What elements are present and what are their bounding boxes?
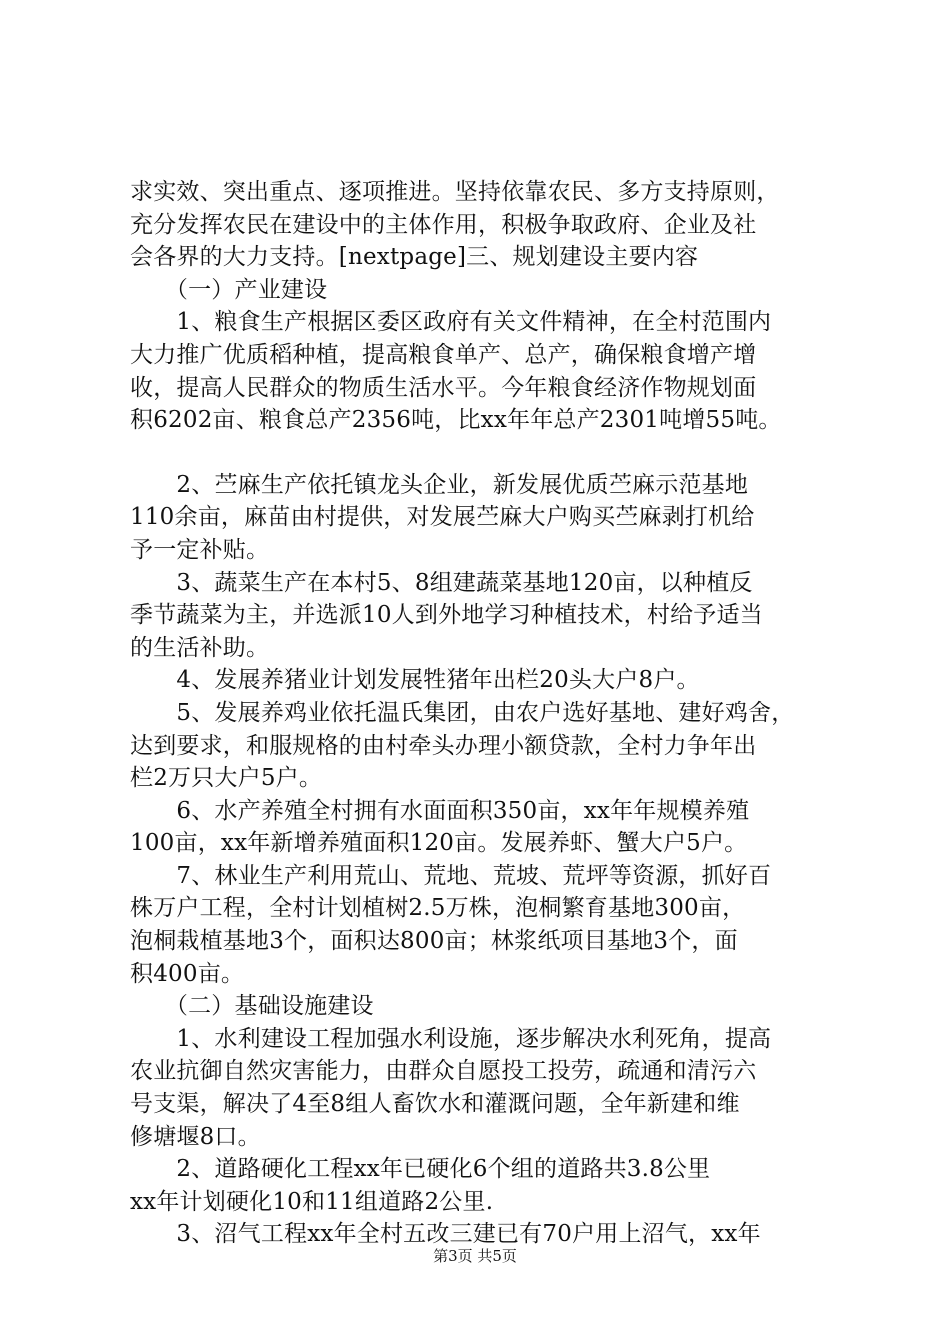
text-line: 大力推广优质稻种植，提高粮食单产、总产，确保粮食增产增 [130,341,757,368]
text-line: 7、林业生产利用荒山、荒地、荒坡、荒坪等资源，抓好百 [130,862,772,889]
text-line: 积6202亩、粮食总产2356吨，比xx年年总产2301吨增55吨。 [130,407,782,434]
text-line: 1、水利建设工程加强水利设施，逐步解决水利死角，提高 [130,1025,772,1052]
text-line: 修塘堰8口。 [130,1123,261,1150]
paragraph-block-lower [130,469,830,1251]
text-line: 农业抗御自然灾害能力，由群众自愿投工投劳，疏通和清污六 [130,1058,757,1085]
text-line: 5、发展养鸡业依托温氏集团，由农户选好基地、建好鸡舍， [130,699,795,726]
text-line: 3、蔬菜生产在本村5、8组建蔬菜基地120亩，以种植反 [130,569,753,596]
text-line: 予一定补贴。 [130,536,270,563]
text-line: 3、沼气工程xx年全村五改三建已有70户用上沼气，xx年 [130,1221,761,1248]
text-line: 达到要求，和服规格的由村牵头办理小额贷款，全村力争年出 [130,732,757,759]
text-line: 会各界的大力支持。[nextpage]三、规划建设主要内容 [130,244,699,271]
text-line: （一）产业建设 [130,276,328,303]
text-line: 110余亩，麻苗由村提供，对发展苎麻大户购买苎麻剥打机给 [130,504,755,531]
text-line: 4、发展养猪业计划发展牲猪年出栏20头大户8户。 [130,667,700,694]
text-line: 泡桐栽植基地3个，面积达800亩；林浆纸项目基地3个，面 [130,928,738,955]
text-line: 积400亩。 [130,960,245,987]
text-line: 号支渠，解决了4至8组人畜饮水和灌溉问题，全年新建和维 [130,1091,740,1118]
text-line: 收，提高人民群众的物质生活水平。今年粮食经济作物规划面 [130,374,757,401]
text-line: 2、苎麻生产依托镇龙头企业，新发展优质苎麻示范基地 [130,471,749,498]
text-line: 6、水产养殖全村拥有水面面积350亩，xx年年规模养殖 [130,797,750,824]
text-line: 求实效、突出重点、逐项推进。坚持依靠农民、多方支持原则， [130,179,780,205]
blank-line [130,437,830,469]
text-line: 的生活补助。 [130,634,270,661]
text-line: 栏2万只大户5户。 [130,765,323,792]
page-number-footer: 第3页 共5页 [433,1247,517,1265]
paragraph-block-upper [130,176,830,437]
text-line: （二）基础设施建设 [130,993,374,1020]
text-line: xx年计划硬化10和11组道路2公里. [130,1188,494,1215]
body-text [130,176,830,1251]
text-line: 季节蔬菜为主，并选派10人到外地学习种植技术，村给予适当 [130,602,763,629]
text-line: 株万户工程，全村计划植树2.5万株，泡桐繁育基地300亩， [130,895,746,922]
text-line: 100亩，xx年新增养殖面积120亩。发展养虾、蟹大户5户。 [130,830,748,857]
text-line: 2、道路硬化工程xx年已硬化6个组的道路共3.8公里 [130,1156,711,1183]
text-line: 1、粮食生产根据区委区政府有关文件精神，在全村范围内 [130,309,772,336]
text-line: 充分发挥农民在建设中的主体作用，积极争取政府、企业及社 [130,211,757,238]
